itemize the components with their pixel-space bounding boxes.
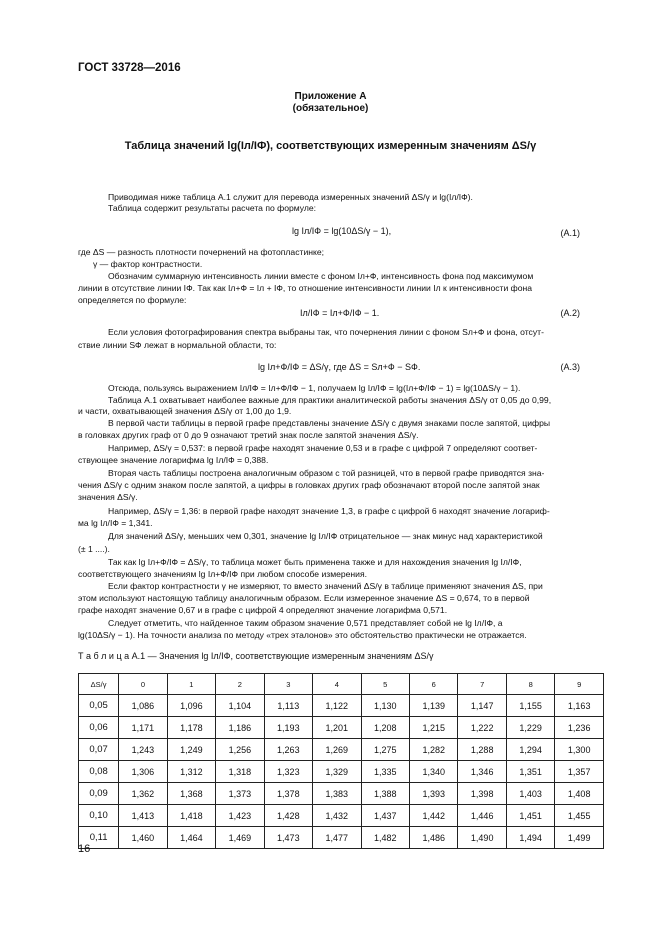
table-cell: 1,300 [555,739,604,761]
paragraph: Для значений ΔS/γ, меньших чем 0,301, значение lg Iл/IФ отрицательное — знак минус над характеристикой [108,531,543,541]
table-cell: 1,282 [409,739,457,761]
table-cell: 1,378 [264,783,312,805]
table-cell: 1,288 [458,739,506,761]
row-key-cell: 0,06 [79,717,119,739]
table-cell: 1,312 [167,761,215,783]
table-cell: 1,086 [119,695,167,717]
table-cell: 1,249 [167,739,215,761]
paragraph: lg(10ΔS/γ − 1). На точности анализа по методу «трех эталонов» это обстоятельство практически не отражается. [78,630,527,640]
table-cell: 1,318 [216,761,264,783]
table-cell: 1,171 [119,717,167,739]
table-cell: 1,122 [313,695,361,717]
table-cell: 1,243 [119,739,167,761]
appendix-label: Приложение А [294,91,367,102]
table-cell: 1,362 [119,783,167,805]
table-cell: 1,306 [119,761,167,783]
paragraph: Например, ΔS/γ = 1,36: в первой графе находят значение 1,3, в графе с цифрой 6 находят значение логариф- [108,506,550,516]
formula-a3: lg Iл+Ф/IФ = ΔS/γ, где ΔS = Sл+Ф − SФ. [258,362,421,372]
table-cell: 1,294 [506,739,554,761]
column-header: 1 [167,674,215,695]
paragraph: соответствующего значениям lg Iл+Ф/IФ при любом способе измерения. [78,569,368,579]
standard-header: ГОСТ 33728—2016 [78,62,181,74]
table-cell: 1,351 [506,761,554,783]
table-cell: 1,437 [361,805,409,827]
table-cell: 1,263 [264,739,312,761]
table-cell: 1,269 [313,739,361,761]
page-title: Таблица значений lg(Iл/IФ), соответствующих измеренным значениям ΔS/γ [124,140,537,152]
table-row [79,761,604,783]
paragraph: Обозначим суммарную интенсивность линии вместе с фоном Iл+Ф, интенсивность фона под максимумом [108,271,534,281]
row-key-cell: 0,05 [79,695,119,717]
page-number: 16 [78,843,91,855]
table-caption: Т а б л и ц а А.1 — Значения lg Iл/IФ, соответствующие измеренным значениям ΔS/γ [78,651,434,661]
paragraph: Таблица А.1 охватывает наиболее важные для практики аналитической работы значения ΔS/γ от 0,05 до 0,99, [108,395,552,405]
column-header: 3 [264,674,312,695]
table-cell: 1,193 [264,717,312,739]
table-row [79,827,604,849]
paragraph: Если фактор контрастности γ не измеряют, то вместо значений ΔS/γ в таблице применяют значения ΔS, при [108,581,543,591]
table-cell: 1,222 [458,717,506,739]
table-cell: 1,163 [555,695,604,717]
table-cell: 1,208 [361,717,409,739]
paragraph: Так как lg Iл+Ф/IФ = ΔS/γ, то таблица может быть применена также и для нахождения значения lg Iл/IФ, [108,557,522,567]
formula-a1: lg Iл/IФ = lg(10ΔS/γ − 1), [292,226,392,236]
table-cell: 1,423 [216,805,264,827]
paragraph: где ΔS — разность плотности почернений на фотопластинке; [78,247,325,257]
paragraph: линии в отсутствие линии IФ. Так как Iл+Ф = Iл + IФ, то отношение интенсивности линии Iл к интенсивности фона [78,283,533,293]
table-cell: 1,104 [216,695,264,717]
appendix-status: (обязательное) [292,103,369,114]
table-row [79,783,604,805]
table-cell: 1,383 [313,783,361,805]
column-header: 2 [216,674,264,695]
table-cell: 1,335 [361,761,409,783]
table-cell: 1,473 [264,827,312,849]
table-cell: 1,215 [409,717,457,739]
table-row [79,739,604,761]
equation-number: (А.2) [560,308,580,318]
table-row [79,717,604,739]
column-header: ΔS/γ [79,674,119,695]
equation-number: (А.3) [560,362,580,372]
equation-number: (А.1) [560,228,580,238]
column-header: 7 [458,674,506,695]
table-cell: 1,494 [506,827,554,849]
table-cell: 1,432 [313,805,361,827]
paragraph: ствие линии SФ лежат в нормальной области, то: [78,340,277,350]
table-row [79,805,604,827]
paragraph: ствующее значение логарифма lg Iл/IФ = 0,388. [78,455,269,465]
table-cell: 1,451 [506,805,554,827]
table-cell: 1,275 [361,739,409,761]
table-cell: 1,460 [119,827,167,849]
table-cell: 1,329 [313,761,361,783]
paragraph: (± 1 ....). [78,544,110,554]
column-header: 0 [119,674,167,695]
table-cell: 1,418 [167,805,215,827]
table-cell: 1,147 [458,695,506,717]
table-cell: 1,442 [409,805,457,827]
paragraph: Приводимая ниже таблица А.1 служит для перевода измеренных значений ΔS/γ и lg(Iл/IФ). [108,192,473,202]
paragraph: ма lg Iл/IФ = 1,341. [78,518,153,528]
paragraph: γ — фактор контрастности. [93,259,203,269]
row-key-cell: 0,08 [79,761,119,783]
table-cell: 1,178 [167,717,215,739]
table-cell: 1,368 [167,783,215,805]
row-key-cell: 0,10 [79,805,119,827]
table-cell: 1,446 [458,805,506,827]
table-cell: 1,413 [119,805,167,827]
table-cell: 1,229 [506,717,554,739]
paragraph: чения ΔS/γ с одним знаком после запятой, а цифры в головках других граф обозначают второй после запятой знак [78,480,540,490]
row-key-cell: 0,09 [79,783,119,805]
table-cell: 1,346 [458,761,506,783]
table-cell: 1,428 [264,805,312,827]
table-cell: 1,388 [361,783,409,805]
data-table [78,673,604,849]
paragraph: Следует отметить, что найденное таким образом значение 0,571 представляет собой не lg Iл/IФ, а [108,618,503,628]
paragraph: значения ΔS/γ. [78,492,138,502]
table-cell: 1,340 [409,761,457,783]
column-header: 8 [506,674,554,695]
row-key-cell: 0,11 [79,827,119,849]
column-header: 6 [409,674,457,695]
table-cell: 1,373 [216,783,264,805]
table-cell: 1,477 [313,827,361,849]
paragraph: В первой части таблицы в первой графе представлены значение ΔS/γ с двумя знаками после запятой, цифры [108,418,551,428]
table-cell: 1,393 [409,783,457,805]
paragraph: определяется по формуле: [78,295,187,305]
table-cell: 1,398 [458,783,506,805]
column-header: 9 [555,674,604,695]
table-cell: 1,408 [555,783,604,805]
table-cell: 1,499 [555,827,604,849]
table-cell: 1,113 [264,695,312,717]
paragraph: графе находят значение 0,67 и в графе с цифрой 4 определяют значение логарифма 0,571. [78,605,448,615]
table-cell: 1,469 [216,827,264,849]
table-cell: 1,256 [216,739,264,761]
table-cell: 1,201 [313,717,361,739]
table-cell: 1,096 [167,695,215,717]
paragraph: Таблица содержит результаты расчета по формуле: [108,203,317,213]
table-cell: 1,486 [409,827,457,849]
paragraph: Если условия фотографирования спектра выбраны так, что почернения линии с фоном Sл+Ф и фона, отсут- [108,327,544,337]
table-header-row [79,674,604,695]
table-row [79,695,604,717]
paragraph: Отсюда, пользуясь выражением Iл/IФ = Iл+Ф/IФ − 1, получаем lg Iл/IФ = lg(Iл+Ф/IФ − 1) = lg(10ΔS/γ − 1). [108,383,521,393]
table-cell: 1,130 [361,695,409,717]
table-cell: 1,155 [506,695,554,717]
row-key-cell: 0,07 [79,739,119,761]
table-cell: 1,357 [555,761,604,783]
table-cell: 1,490 [458,827,506,849]
paragraph: и части, охватывающей значения ΔS/γ от 1,00 до 1,9. [78,406,292,416]
table-cell: 1,464 [167,827,215,849]
table-cell: 1,403 [506,783,554,805]
table-cell: 1,323 [264,761,312,783]
table-cell: 1,139 [409,695,457,717]
table-cell: 1,455 [555,805,604,827]
table-cell: 1,236 [555,717,604,739]
column-header: 5 [361,674,409,695]
paragraph: этом используют настоящую таблицу аналогичным образом. Если измеренное значение ΔS = 0,674, то в первой [78,593,530,603]
table-cell: 1,186 [216,717,264,739]
paragraph: Вторая часть таблицы построена аналогичным образом с той разницей, что в первой графе приводятся зна- [108,468,545,478]
table-cell: 1,482 [361,827,409,849]
formula-a2: Iл/IФ = Iл+Ф/IФ − 1. [300,308,380,318]
paragraph: Например, ΔS/γ = 0,537: в первой графе находят значение 0,53 и в графе с цифрой 7 определяют соответ- [108,443,538,453]
column-header: 4 [313,674,361,695]
paragraph: в головках других граф от 0 до 9 означают третий знак после запятой значения ΔS/γ. [78,430,419,440]
